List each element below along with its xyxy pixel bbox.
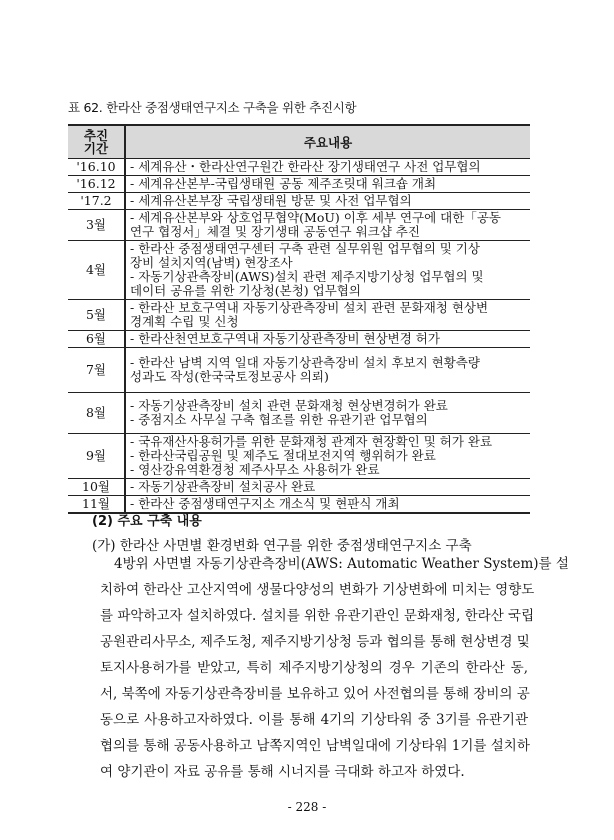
bullet-item (130, 435, 526, 449)
bullet-line: - 영산강유역환경청 제주사무소 사용허가 완료 (130, 462, 380, 477)
bullet-line: - 한라산 보호구역내 자동기상관측장비 설치 관련 문화재청 현상변 (130, 300, 489, 315)
row-period: 10월 (68, 479, 125, 496)
row-period: 11월 (68, 496, 125, 514)
row-content (125, 434, 530, 479)
section-title: (2) 주요 구축 내용 (92, 514, 202, 529)
bullet-item (130, 177, 526, 191)
bullet-item (130, 332, 526, 346)
bullet-item (130, 463, 526, 477)
bullet-line: - 세계유산본부와 상호업무협약(MoU) 이후 세부 연구에 대한「공동 (130, 210, 501, 225)
row-content (125, 348, 530, 393)
bullet-line: - 중점지소 사무실 구축 협조를 위한 유관기관 업무협의 (130, 412, 428, 427)
table-row (68, 176, 530, 193)
paragraph-line: 치하여 한라산 고산지역에 생물다양성의 변화가 기상변화에 미치는 영향도 (100, 582, 535, 598)
bullet-item (130, 301, 526, 329)
row-content (125, 331, 530, 348)
bullet-line: - 한라산국립공원 및 제주도 절대보전지역 행위허가 완료 (130, 448, 436, 463)
table-row (68, 193, 530, 210)
row-period: '17.2 (68, 193, 125, 210)
bullet-line: - 세계유산본부장 국립생태원 방문 및 사전 업무협의 (130, 193, 412, 208)
bullet-line: 장비 설치지역(남벽) 현장조사 (130, 255, 293, 270)
header-content: 주요내용 (125, 125, 530, 159)
bullet-item (130, 211, 526, 239)
row-period: '16.12 (68, 176, 125, 193)
bullet-line: - 한라산 중점생태연구지소 개소식 및 현판식 개최 (130, 496, 400, 511)
bullet-line: 경계획 수립 및 신청 (130, 314, 239, 329)
table-caption: 표 62. 한라산 중점생태연구지소 구축을 위한 추진시항 (68, 100, 357, 115)
header-period (68, 125, 125, 159)
bullet-item (130, 399, 526, 413)
table-row (68, 348, 530, 393)
bullet-line: - 자동기상관측장비 설치 관련 문화재청 현상변경허가 완료 (130, 398, 448, 413)
bullet-item (130, 356, 526, 384)
row-period: 3월 (68, 210, 125, 241)
table-row (68, 479, 530, 496)
schedule-table (68, 124, 530, 514)
bullet-line: 성과도 작성(한국국토정보공사 의뢰) (130, 369, 329, 384)
bullet-item (130, 480, 526, 494)
paragraph-line: 동으로 사용하고자하였다. 이를 통해 4기의 기상타워 중 3기를 유관기관 (100, 712, 528, 728)
bullet-line: - 자동기상관측장비 설치공사 완료 (130, 479, 316, 494)
subsection-title: (가) 한라산 사면별 환경변화 연구를 위한 중점생태연구지소 구축 (92, 538, 472, 554)
table-row (68, 210, 530, 241)
bullet-line: - 국유재산사용허가를 위한 문화재청 관계자 현장확인 및 허가 완료 (130, 434, 493, 449)
paragraph-line: 공원관리사무소, 제주도청, 제주지방기상청 등과 협의를 통해 현상변경 및 (100, 634, 530, 650)
bullet-line: - 한라산 중점생태연구센터 구축 관련 실무위원 업무협의 및 기상 (130, 241, 480, 256)
paragraph-line: 토지사용허가를 받았고, 특히 제주지방기상청의 경우 기존의 한라산 동, (100, 660, 528, 676)
row-content (125, 393, 530, 434)
row-period: 4월 (68, 241, 125, 300)
row-period: 7월 (68, 348, 125, 393)
row-content (125, 210, 530, 241)
bullet-line: 연구 협정서」체결 및 장기생태 공동연구 워크샵 추진 (130, 224, 420, 239)
row-content (125, 479, 530, 496)
bullet-item (130, 194, 526, 208)
row-period: '16.10 (68, 159, 125, 176)
body-paragraph (100, 551, 569, 785)
row-content (125, 159, 530, 176)
bullet-item (130, 449, 526, 463)
page-number: - 228 - (287, 800, 327, 814)
table-row (68, 331, 530, 348)
bullet-item (130, 242, 526, 270)
bullet-line: - 자동기상관측장비(AWS)설치 관련 제주지방기상청 업무협의 및 (130, 269, 484, 284)
row-period: 8월 (68, 393, 125, 434)
bullet-item (130, 160, 526, 174)
paragraph-line: 서, 북쪽에 자동기상관측장비를 보유하고 있어 사전협의를 통해 장비의 공 (100, 686, 530, 702)
table-row (68, 159, 530, 176)
row-content (125, 241, 530, 300)
table-row (68, 393, 530, 434)
row-content (125, 193, 530, 210)
row-content (125, 176, 530, 193)
row-content (125, 300, 530, 331)
paragraph-line: 4방위 사면별 자동기상관측장비(AWS: Automatic Weather System)를 설 (114, 556, 569, 572)
bullet-item (130, 497, 526, 511)
row-period: 9월 (68, 434, 125, 479)
paragraph-line: 협의를 통해 공동사용하고 남쪽지역인 남벽일대에 기상타워 1기를 설치하 (100, 738, 530, 754)
row-period: 6월 (68, 331, 125, 348)
paragraph-line: 를 파악하고자 설치하였다. 설치를 위한 유관기관인 문화재청, 한라산 국립 (100, 608, 535, 624)
bullet-item (130, 413, 526, 427)
table-row (68, 434, 530, 479)
bullet-line: 데이터 공유를 위한 기상청(본청) 업무협의 (130, 283, 361, 298)
paragraph-line: 여 양기관이 자료 공유를 통해 시너지를 극대화 하고자 하였다. (100, 764, 465, 780)
bullet-line: - 세계유산・한라산연구원간 한라산 장기생태연구 사전 업무협의 (130, 159, 481, 174)
header-period-line1: 추진 (83, 128, 109, 143)
bullet-line: - 세계유산본부-국립생태원 공동 제주조릿대 워크숍 개최 (130, 176, 437, 191)
row-period: 5월 (68, 300, 125, 331)
bullet-line: - 한라산천연보호구역내 자동기상관측장비 현상변경 허가 (130, 331, 440, 346)
table-row (68, 300, 530, 331)
bullet-item (130, 270, 526, 298)
bullet-line: - 한라산 남벽 지역 일대 자동기상관측장비 설치 후보지 현황측량 (130, 355, 480, 370)
header-period-line2: 기간 (83, 141, 109, 156)
table-header-row (68, 125, 530, 159)
table-row (68, 241, 530, 300)
